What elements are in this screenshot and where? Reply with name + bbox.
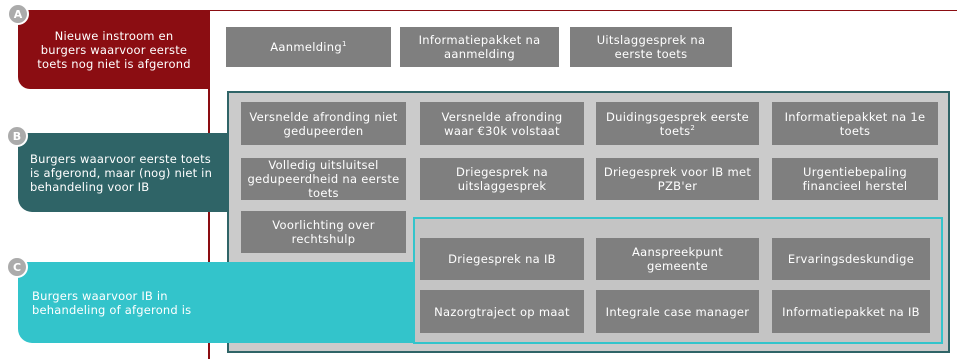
step-integrale-case-manager [596, 290, 759, 333]
group-c-label [18, 262, 415, 343]
group-c-badge: C [6, 256, 28, 278]
step-uitslaggesprek-na-eerste-toets [570, 27, 732, 67]
step-informatiepakket-na-1e-toets [772, 102, 938, 145]
step-versnelde-afronding-30k [420, 102, 584, 145]
step-label: Ervaringsdeskundige [787, 252, 915, 266]
step-versnelde-afronding-niet-gedupeerden [241, 102, 406, 145]
step-aanmelding [226, 27, 391, 67]
step-label: Volledig uitsluitsel gedupeerdheid na eerste toets [247, 158, 400, 200]
step-duidingsgesprek-eerste-toets [596, 102, 759, 145]
step-informatiepakket-na-aanmelding [400, 27, 559, 67]
group-b-label-text: Burgers waarvoor eerste toets is afgerond, maar (nog) niet in behandeling voor IB [30, 151, 213, 194]
step-label: Driegesprek na IB [448, 252, 556, 266]
step-label: Uitslaggesprek na eerste toets [596, 33, 706, 61]
step-label: Nazorgtraject op maat [434, 304, 570, 319]
step-urgentiebepaling [772, 158, 938, 200]
step-label: Driegesprek na uitslaggesprek [456, 165, 548, 193]
step-informatiepakket-na-ib [772, 290, 930, 333]
group-a-label [18, 10, 210, 89]
step-label: Informatiepakket na aanmelding [418, 33, 541, 61]
group-b-label [18, 133, 229, 212]
step-label: Informatiepakket na IB [782, 304, 920, 319]
step-aanspreekpunt-gemeente [596, 238, 759, 280]
step-label: Informatiepakket na 1e toets [784, 109, 926, 138]
group-a-label-text: Nieuwe instroom en burgers waarvoor eerste toets nog niet is afgerond [37, 28, 191, 71]
group-c-label-text: Burgers waarvoor IB in behandeling of afgerond is [32, 288, 192, 317]
step-ervaringsdeskundige [772, 238, 930, 280]
step-volledig-uitsluitsel [241, 158, 406, 200]
step-label: Aanmelding$^1$ [270, 40, 347, 54]
step-label: Integrale case manager [605, 304, 750, 319]
step-label: Versnelde afronding waar €30k volstaat [441, 109, 563, 138]
step-label: Urgentiebepaling financieel herstel [802, 165, 908, 193]
step-driegesprek-na-uitslaggesprek [420, 158, 584, 200]
step-driegesprek-voor-ib [596, 158, 759, 200]
step-nazorgtraject-op-maat [420, 290, 584, 333]
group-a-badge: A [7, 3, 29, 25]
step-label: Aanspreekpunt gemeente [631, 245, 724, 273]
group-b-badge: B [6, 125, 28, 147]
step-driegesprek-na-ib [420, 238, 584, 280]
step-label: Voorlichting over rechtshulp [272, 218, 375, 246]
step-label: Versnelde afronding niet gedupeerden [249, 109, 398, 138]
step-label: Driegesprek voor IB met PZB'er [603, 165, 752, 193]
step-voorlichting-rechtshulp [241, 211, 406, 253]
step-label: Duidingsgesprek eerste toets$^2$ [606, 109, 749, 138]
